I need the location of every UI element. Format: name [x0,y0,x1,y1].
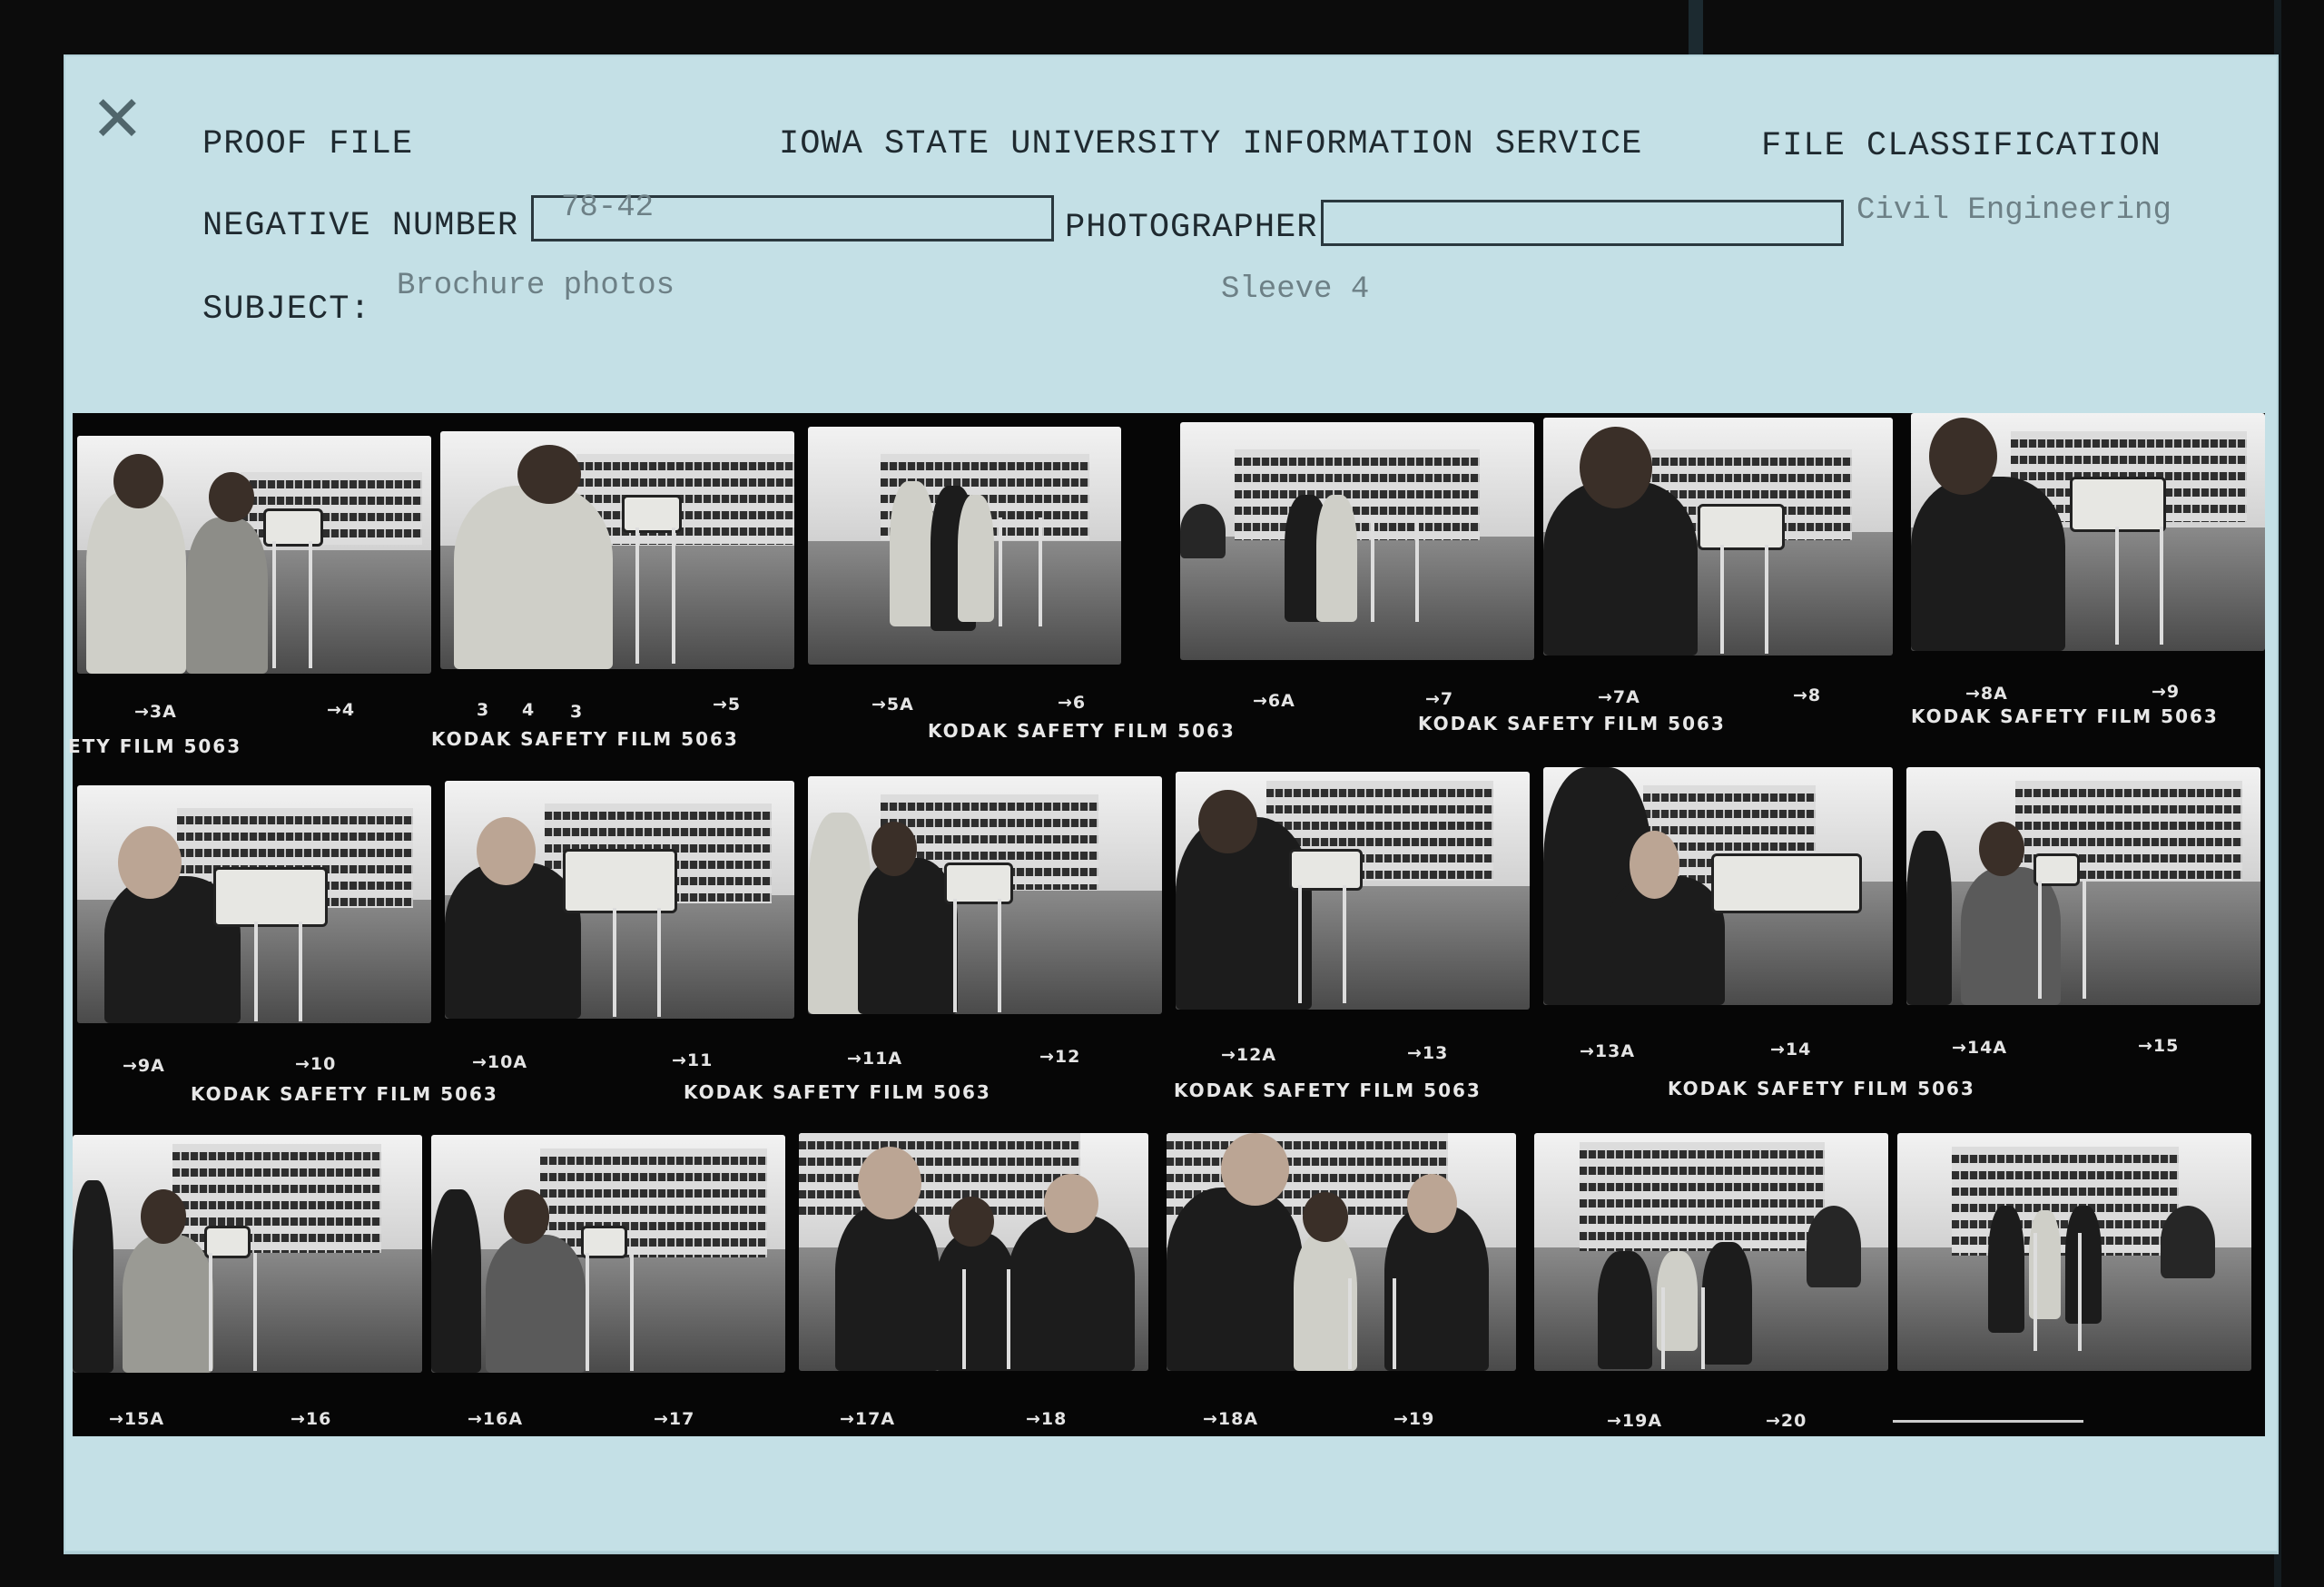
frame-number: →14 [1770,1040,1812,1060]
film-stock-label: ETY FILM 5063 [68,735,242,757]
photo-frame [1543,418,1893,656]
contact-sheet [68,413,2265,1436]
frame-number: →9A [123,1056,165,1076]
film-strip-row-1 [68,413,2265,767]
frame-number: →8A [1965,684,2008,704]
frame-number: →11 [672,1050,714,1070]
frame-number: →11A [847,1049,903,1069]
film-stock-label: KODAK SAFETY FILM 5063 [191,1083,498,1105]
photo-frame [1176,772,1530,1010]
photo-frame [808,776,1162,1014]
frame-number: →16 [290,1409,332,1429]
film-stock-label: KODAK SAFETY FILM 5063 [431,728,739,750]
frame-number: →13A [1580,1041,1636,1061]
photo-frame [77,436,431,674]
edge-digit: 3 [570,702,584,722]
photo-frame [1911,413,2265,651]
corner-x-mark: ✕ [91,82,144,156]
frame-number: →4 [327,700,356,720]
negative-number-value: 78-42 [561,191,655,225]
film-stock-label: KODAK SAFETY FILM 5063 [928,720,1236,742]
frame-number: →10A [472,1052,528,1072]
edge-digit: 3 [477,700,490,720]
film-stock-label: KODAK SAFETY FILM 5063 [1911,705,2219,727]
frame-number: →12 [1039,1047,1081,1067]
file-classification-label: FILE CLASSIFICATION [1761,127,2162,165]
frame-number: →7 [1425,689,1454,709]
frame-number: →19A [1607,1411,1663,1431]
frame-number: →18A [1203,1409,1259,1429]
frame-number: →20 [1766,1411,1807,1431]
photo-frame [77,785,431,1023]
negative-number-label: NEGATIVE NUMBER [202,207,519,245]
frame-number: →14A [1952,1038,2008,1058]
photo-frame [1180,422,1534,660]
film-stock-label: KODAK SAFETY FILM 5063 [684,1081,991,1103]
photo-frame [808,427,1121,665]
frame-number: →15A [109,1409,165,1429]
photo-frame [1897,1133,2251,1371]
film-edge-line [1893,1420,2083,1423]
frame-number: →9 [2152,682,2181,702]
photographer-field [1321,200,1844,246]
frame-number: →6A [1253,691,1295,711]
photo-frame [799,1133,1148,1371]
frame-number: →7A [1598,687,1640,707]
film-strip-row-2 [73,767,2265,1117]
frame-number: →13 [1407,1043,1449,1063]
subject-value: Brochure photos [397,269,675,303]
photographer-label: PHOTOGRAPHER [1065,209,1318,247]
photo-frame [73,1135,422,1373]
frame-number: →12A [1221,1045,1277,1065]
proof-file-label: PROOF FILE [202,125,414,163]
frame-number: →15 [2138,1036,2180,1056]
film-strip-row-3 [73,1117,2265,1436]
frame-number: →5 [713,695,742,715]
photo-frame [445,781,794,1019]
film-stock-label: KODAK SAFETY FILM 5063 [1418,713,1726,734]
photo-frame [1906,767,2260,1005]
film-stock-label: KODAK SAFETY FILM 5063 [1668,1078,1975,1099]
frame-number: →17 [654,1409,695,1429]
board-edge [1689,0,1703,54]
photo-frame [431,1135,785,1373]
film-stock-label: KODAK SAFETY FILM 5063 [1174,1079,1482,1101]
sleeve-note: Sleeve 4 [1221,272,1370,307]
frame-number: →3A [134,702,177,722]
frame-number: →5A [872,695,914,715]
photo-frame [1543,767,1893,1005]
frame-number: →18 [1026,1409,1068,1429]
photo-frame [440,431,794,669]
photo-frame [1167,1133,1516,1371]
frame-number: →17A [840,1409,896,1429]
edge-digit: 4 [522,700,536,720]
classification-value: Civil Engineering [1856,193,2171,228]
frame-number: →19 [1393,1409,1435,1429]
frame-number: →16A [468,1409,524,1429]
photo-frame [1534,1133,1888,1371]
frame-number: →8 [1793,685,1822,705]
agency-title: IOWA STATE UNIVERSITY INFORMATION SERVICE [779,125,1643,163]
frame-number: →6 [1058,693,1087,713]
frame-number: →10 [295,1054,337,1074]
subject-label: SUBJECT: [202,291,371,329]
